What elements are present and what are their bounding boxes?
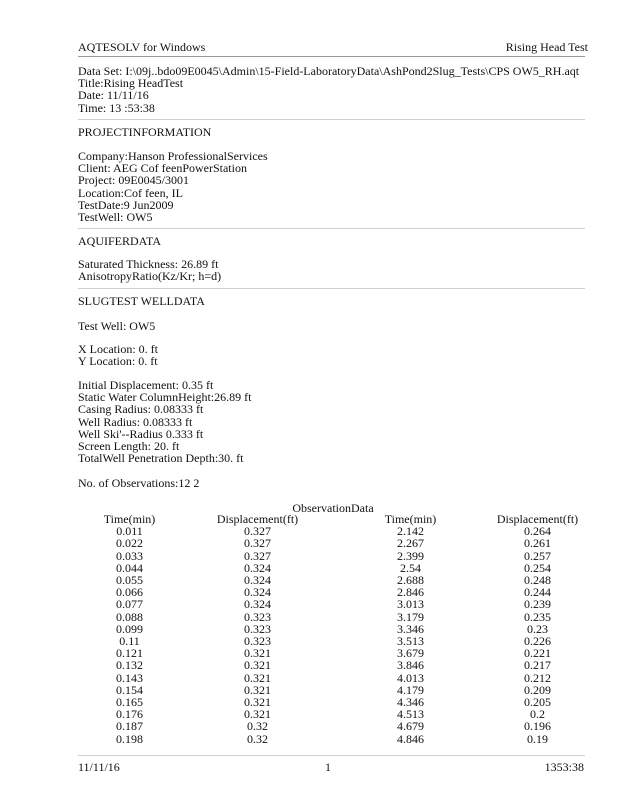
test-title: Title:Rising HeadTest xyxy=(78,76,184,91)
static-water-column: Static Water ColumnHeight:26.89 ft xyxy=(78,390,252,405)
cell-time-1: 0.055 xyxy=(116,573,143,588)
cell-displacement-2: 0.226 xyxy=(524,634,551,649)
cell-displacement-1: 0.321 xyxy=(244,707,271,722)
cell-displacement-1: 0.324 xyxy=(244,573,271,588)
cell-time-2: 2.267 xyxy=(397,536,424,551)
footer-date: 11/11/16 xyxy=(78,760,120,774)
project-location: Location:Cof feen, IL xyxy=(78,185,183,200)
cell-displacement-2: 0.264 xyxy=(524,524,551,539)
col-displacement-2: Displacement(ft) xyxy=(496,512,579,526)
divider-3 xyxy=(78,288,585,289)
slug-test-well: Test Well: OW5 xyxy=(78,319,156,333)
cell-displacement-1: 0.327 xyxy=(244,536,271,551)
cell-time-1: 0.077 xyxy=(116,597,143,612)
divider-2 xyxy=(78,228,585,229)
cell-time-2: 3.679 xyxy=(397,646,424,661)
cell-displacement-1: 0.32 xyxy=(247,719,268,734)
cell-displacement-1: 0.32 xyxy=(247,731,268,746)
table-row xyxy=(78,611,588,623)
col-time-2: Time(min) xyxy=(384,512,437,526)
screen-length: Screen Length: 20. ft xyxy=(78,439,180,454)
cell-displacement-1: 0.324 xyxy=(244,597,271,612)
cell-time-1: 0.033 xyxy=(116,548,143,563)
cell-displacement-2: 0.217 xyxy=(524,658,551,673)
cell-displacement-2: 0.196 xyxy=(524,719,551,734)
table-row xyxy=(78,708,588,720)
table-row xyxy=(78,733,588,745)
project-number: Project: 09E0045/3001 xyxy=(78,173,189,188)
cell-time-1: 0.022 xyxy=(116,536,143,551)
cell-displacement-1: 0.324 xyxy=(244,585,271,600)
cell-displacement-2: 0.212 xyxy=(524,670,551,685)
header-test-type: Rising Head Test xyxy=(505,40,588,54)
slug-heading: SLUGTEST WELLDATA xyxy=(78,294,205,308)
cell-displacement-1: 0.323 xyxy=(244,609,271,624)
dataset-path: Data Set: I:\09j..bdo09E0045\Admin\15-Field-LaboratoryData\AshPond2Slug_Tests\CPS OW5_RH.aqt xyxy=(78,64,580,78)
cell-displacement-2: 0.205 xyxy=(524,695,551,710)
cell-displacement-2: 0.2 xyxy=(530,707,545,722)
cell-displacement-1: 0.327 xyxy=(244,524,271,539)
cell-time-1: 0.099 xyxy=(116,621,143,636)
cell-time-2: 4.013 xyxy=(397,670,424,685)
cell-time-1: 0.011 xyxy=(116,524,143,539)
dataset-info xyxy=(78,65,579,114)
cell-time-2: 3.513 xyxy=(397,634,424,649)
well-parameters xyxy=(78,379,251,464)
cell-time-1: 0.165 xyxy=(116,695,143,710)
cell-time-1: 0.187 xyxy=(116,719,143,734)
cell-displacement-1: 0.324 xyxy=(244,560,271,575)
cell-time-2: 4.346 xyxy=(397,695,424,710)
cell-time-1: 0.176 xyxy=(116,707,143,722)
cell-time-2: 4.679 xyxy=(397,719,424,734)
cell-time-1: 0.121 xyxy=(116,646,143,661)
well-y-location: Y Location: 0. ft xyxy=(78,354,158,369)
well-location xyxy=(78,343,158,367)
cell-time-2: 2.142 xyxy=(397,524,424,539)
table-row xyxy=(78,598,588,610)
cell-time-2: 4.179 xyxy=(397,682,424,697)
cell-time-1: 0.066 xyxy=(116,585,143,600)
table-row xyxy=(78,647,588,659)
aquifer-details xyxy=(78,258,221,282)
cell-time-2: 3.179 xyxy=(397,609,424,624)
well-skin-radius: Well Ski'--Radius 0.333 ft xyxy=(78,426,204,441)
table-row xyxy=(78,635,588,647)
cell-time-2: 2.54 xyxy=(400,560,421,575)
observation-table xyxy=(78,513,588,745)
report-date: Date: 11/11/16 xyxy=(78,88,149,103)
cell-time-1: 0.11 xyxy=(119,634,140,649)
project-test-well: TestWell: OW5 xyxy=(78,210,153,225)
table-row xyxy=(78,586,588,598)
table-row xyxy=(78,574,588,586)
table-header-row xyxy=(78,513,588,525)
project-heading: PROJECTINFORMATION xyxy=(78,125,212,139)
cell-displacement-2: 0.244 xyxy=(524,585,551,600)
header-app-name: AQTESOLV for Windows xyxy=(78,40,206,54)
table-row xyxy=(78,562,588,574)
cell-time-2: 3.013 xyxy=(397,597,424,612)
col-displacement-1: Displacement(ft) xyxy=(216,512,299,526)
cell-displacement-1: 0.321 xyxy=(244,670,271,685)
cell-displacement-2: 0.261 xyxy=(524,536,551,551)
cell-displacement-1: 0.321 xyxy=(244,682,271,697)
cell-time-1: 0.088 xyxy=(116,609,143,624)
cell-displacement-1: 0.323 xyxy=(244,621,271,636)
aquifer-thickness: Saturated Thickness: 26.89 ft xyxy=(78,257,219,271)
cell-time-2: 4.513 xyxy=(397,707,424,722)
cell-time-1: 0.198 xyxy=(116,731,143,746)
cell-displacement-2: 0.19 xyxy=(527,731,548,746)
cell-displacement-2: 0.248 xyxy=(524,573,551,588)
cell-time-2: 3.846 xyxy=(397,658,424,673)
cell-time-2: 4.846 xyxy=(397,731,424,746)
cell-displacement-2: 0.239 xyxy=(524,597,551,612)
obs-table-title: ObservationData xyxy=(292,501,374,515)
report-time: Time: 13 :53:38 xyxy=(78,100,155,115)
penetration-depth: TotalWell Penetration Depth:30. ft xyxy=(78,451,244,466)
cell-displacement-2: 0.257 xyxy=(524,548,551,563)
header-divider xyxy=(78,56,585,57)
observation-count: No. of Observations:12 2 xyxy=(78,476,200,490)
project-client: Client: AEG Cof feenPowerStation xyxy=(78,161,247,176)
project-test-date: TestDate:9 Jun2009 xyxy=(78,197,174,212)
project-company: Company:Hanson ProfessionalServices xyxy=(78,149,268,163)
aquifer-heading: AQUIFERDATA xyxy=(78,234,162,248)
cell-displacement-2: 0.221 xyxy=(524,646,551,661)
table-row xyxy=(78,623,588,635)
cell-time-1: 0.154 xyxy=(116,682,143,697)
col-time-1: Time(min) xyxy=(103,512,156,526)
page-number: 1 xyxy=(325,760,331,774)
project-details xyxy=(78,150,268,223)
cell-displacement-2: 0.23 xyxy=(527,621,548,636)
table-row xyxy=(78,720,588,732)
table-row xyxy=(78,684,588,696)
table-row xyxy=(78,550,588,562)
table-row xyxy=(78,525,588,537)
cell-displacement-2: 0.235 xyxy=(524,609,551,624)
cell-displacement-2: 0.254 xyxy=(524,560,551,575)
cell-time-1: 0.143 xyxy=(116,670,143,685)
cell-time-2: 2.846 xyxy=(397,585,424,600)
cell-displacement-1: 0.321 xyxy=(244,646,271,661)
cell-time-2: 2.399 xyxy=(397,548,424,563)
table-row xyxy=(78,696,588,708)
cell-time-1: 0.044 xyxy=(116,560,143,575)
cell-time-2: 3.346 xyxy=(397,621,424,636)
observation-rows xyxy=(78,525,588,745)
cell-displacement-1: 0.323 xyxy=(244,634,271,649)
divider-1 xyxy=(78,119,585,120)
aquifer-anisotropy: AnisotropyRatio(Kz/Kr; h=d) xyxy=(78,269,222,284)
cell-displacement-2: 0.209 xyxy=(524,682,551,697)
cell-time-2: 2.688 xyxy=(397,573,424,588)
cell-displacement-1: 0.321 xyxy=(244,658,271,673)
cell-time-1: 0.132 xyxy=(116,658,143,673)
cell-displacement-1: 0.327 xyxy=(244,548,271,563)
well-x-location: X Location: 0. ft xyxy=(78,342,158,356)
initial-displacement: Initial Displacement: 0.35 ft xyxy=(78,378,214,392)
well-radius: Well Radius: 0.08333 ft xyxy=(78,414,193,429)
cell-displacement-1: 0.321 xyxy=(244,695,271,710)
casing-radius: Casing Radius: 0.08333 ft xyxy=(78,402,204,417)
table-row xyxy=(78,672,588,684)
table-row xyxy=(78,537,588,549)
footer-time: 1353:38 xyxy=(544,760,584,774)
table-row xyxy=(78,659,588,671)
footer-divider xyxy=(78,755,585,756)
